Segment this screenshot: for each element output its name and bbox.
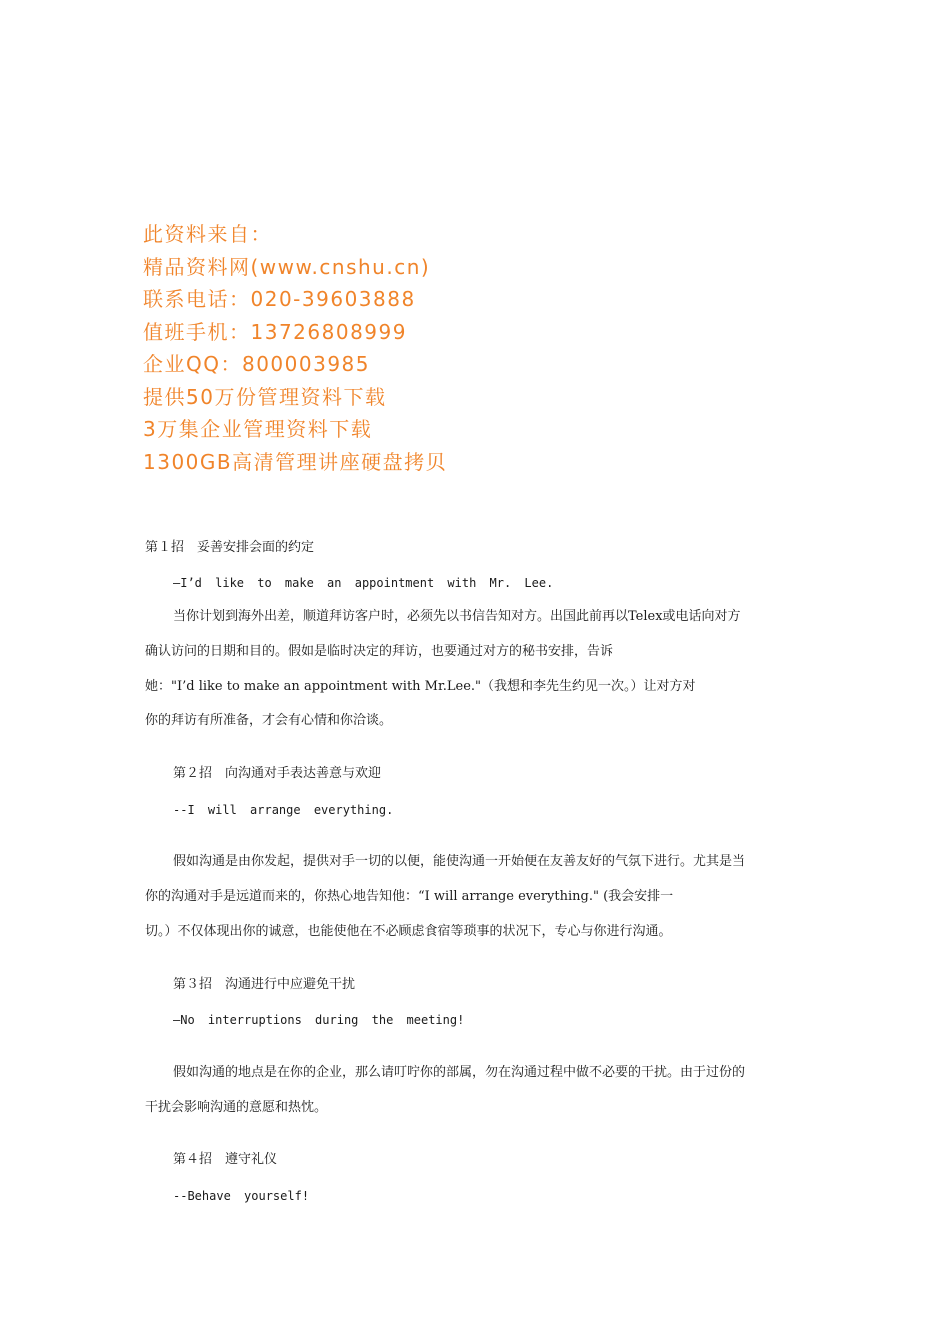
tip2-paragraph-line: 假如沟通是由你发起，提供对手一切的以便，能使沟通一开始便在友善友好的气氛下进行。尤其是当 — [173, 854, 746, 869]
tip1-paragraph-line: 你的拜访有所准备，才会有心情和你洽谈。 — [145, 713, 393, 728]
promo-offer-3: 1300GB高清管理讲座硬盘拷贝 — [143, 449, 448, 474]
tip3-title: 第３招 沟通进行中应避免干扰 — [173, 977, 356, 992]
tip2-paragraph-line: 你的沟通对手是远道而来的，你热心地告知他：“I will arrange everything." (我会安排一 — [145, 889, 674, 904]
source-info-block — [143, 218, 843, 478]
source-label: 此资料来自： — [143, 222, 272, 246]
tip1-paragraph-line: 她："I’d like to make an appointment with Mr.Lee."（我想和李先生约见一次。）让对方对 — [145, 679, 696, 694]
company-qq: 企业QQ：800003985 — [143, 352, 371, 376]
promo-offer-2: 3万集企业管理资料下载 — [143, 417, 373, 441]
source-website: 精品资料网(www.cnshu.cn) — [143, 254, 431, 279]
tip1-paragraph-line: 当你计划到海外出差，顺道拜访客户时，必须先以书信告知对方。出国此前再以Telex或电话向对方 — [173, 609, 741, 624]
contact-phone: 联系电话：020-39603888 — [143, 287, 416, 311]
tip2-paragraph-line: 切。）不仅体现出你的诚意，也能使他在不必顾虑食宿等琐事的状况下，专心与你进行沟通。 — [145, 924, 672, 939]
tip3-paragraph-line: 假如沟通的地点是在你的企业，那么请叮咛你的部属，勿在沟通过程中做不必要的干扰。由于过份的 — [173, 1065, 746, 1080]
tip4-quote: --Behave yourself! — [173, 1189, 310, 1203]
tip1-title: 第１招 妥善安排会面的约定 — [145, 540, 315, 555]
tip4-title: 第４招 遵守礼仪 — [173, 1152, 278, 1167]
tip2-quote: --I will arrange everything. — [173, 803, 394, 817]
tip2-title: 第２招 向沟通对手表达善意与欢迎 — [173, 766, 382, 781]
tip1-paragraph-line: 确认访问的日期和目的。假如是临时决定的拜访，也要通过对方的秘书安排，告诉 — [145, 644, 614, 659]
tip3-paragraph-line: 干扰会影响沟通的意愿和热忱。 — [145, 1100, 328, 1115]
tip3-quote: —No interruptions during the meeting! — [173, 1013, 465, 1027]
promo-offer-1: 提供50万份管理资料下载 — [143, 384, 387, 409]
duty-mobile: 值班手机：13726808999 — [143, 319, 407, 344]
tip1-quote: —I’d like to make an appointment with Mr. Lee. — [173, 576, 554, 590]
